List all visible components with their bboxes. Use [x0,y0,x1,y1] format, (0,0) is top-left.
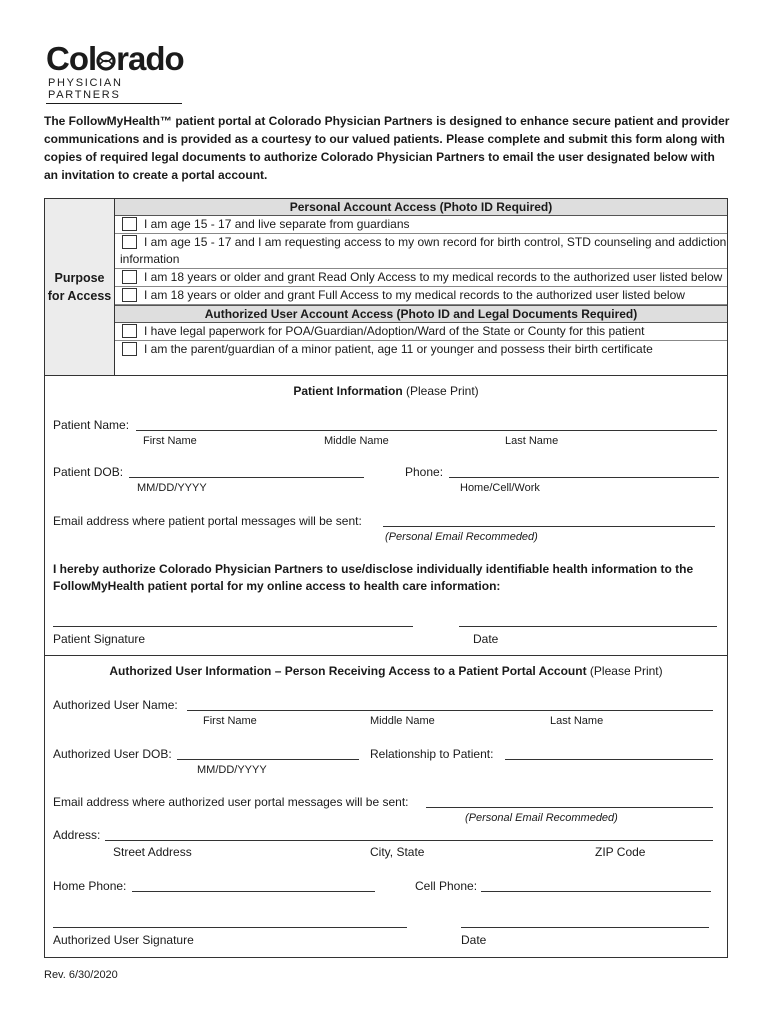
zip-code-hint: ZIP Code [595,845,646,859]
phone-label: Phone: [405,465,444,479]
patient-name-field[interactable] [136,430,717,431]
authorized-signature-field[interactable] [53,927,407,928]
access-options [115,199,727,358]
middle-name-hint: Middle Name [324,435,389,447]
intro-paragraph: The FollowMyHealth™ patient portal at Colorado Physician Partners is designed to enhance secure patient and provider communications and is provided as a courtesy to our valued patients. Please complete and submit this form along with copies of required legal documents to authorize Colorado Physician Partners to email the user designated below with an invitation to create a portal account. [44,114,730,182]
authorized-email-field[interactable] [426,807,713,808]
option-legal-paperwork[interactable]: I have legal paperwork for POA/Guardian/Adoption/Ward of the State or County for this patient [115,323,727,341]
home-phone-label: Home Phone: [53,879,127,893]
home-phone-field[interactable] [132,891,375,892]
logo-knot-icon [96,43,116,65]
patient-date-field[interactable] [459,626,717,627]
patient-name-label: Patient Name: [53,418,130,432]
authorized-signature-label: Authorized User Signature [53,933,194,947]
patient-signature-field[interactable] [53,626,413,627]
revision-date: Rev. 6/30/2020 [44,969,118,981]
authorized-email-label: Email address where authorized user portal messages will be sent: [53,795,409,809]
option-18-read-only[interactable]: I am 18 years or older and grant Read Only Access to my medical records to the authorized user listed below [115,269,727,287]
checkbox[interactable] [122,217,137,231]
relationship-label: Relationship to Patient: [370,747,494,761]
checkbox[interactable] [122,342,137,356]
option-age-15-17-own-record[interactable]: I am age 15 - 17 and I am requesting access to my own record for birth control, STD counseling and addiction information [115,234,727,269]
patient-dob-label: Patient DOB: [53,465,124,479]
phone-type-hint: Home/Cell/Work [460,482,540,494]
authorized-name-field[interactable] [187,710,713,711]
portal-access-form [44,198,728,958]
relationship-field[interactable] [505,759,713,760]
checkbox[interactable] [122,270,137,284]
checkbox[interactable] [122,288,137,302]
patient-phone-field[interactable] [449,477,719,478]
authorized-user-title: Authorized User Information – Person Receiving Access to a Patient Portal Account (Please Print) [109,664,663,678]
authorized-date-label: Date [461,933,487,947]
last-name-hint: Last Name [505,435,559,447]
checkbox[interactable] [122,324,137,338]
authorized-date-field[interactable] [461,927,709,928]
colorado-physician-partners-logo [46,42,184,104]
street-address-hint: Street Address [113,845,192,859]
cell-phone-label: Cell Phone: [415,879,478,893]
logo-wordmark: Col rado [46,40,184,77]
authorization-statement: I hereby authorize Colorado Physician Partners to use/disclose individually identifiable health information to the FollowMyHealth patient portal for my online access to health care information: [53,562,694,593]
option-parent-guardian-minor[interactable]: I am the parent/guardian of a minor patient, age 11 or younger and possess their birth certificate [115,341,727,358]
option-18-full-access[interactable]: I am 18 years or older and grant Full Access to my medical records to the authorized user listed below [115,287,727,305]
access-section [45,199,727,376]
authorized-email-hint: (Personal Email Recommeded) [465,812,618,824]
last-name-hint: Last Name [550,715,604,727]
patient-info-title: Patient Information (Please Print) [293,384,479,398]
address-label: Address: [53,828,101,842]
authorized-name-label: Authorized User Name: [53,698,178,712]
patient-signature-label: Patient Signature [53,632,146,646]
patient-date-label: Date [473,632,499,646]
patient-email-hint: (Personal Email Recommeded) [385,531,538,543]
checkbox[interactable] [122,235,137,249]
middle-name-hint: Middle Name [370,715,435,727]
authorized-access-header: Authorized User Account Access (Photo ID and Legal Documents Required) [115,305,727,323]
city-state-hint: City, State [370,845,425,859]
patient-email-label: Email address where patient portal messages will be sent: [53,514,362,528]
address-field[interactable] [105,840,713,841]
personal-access-header: Personal Account Access (Photo ID Required) [115,199,727,216]
first-name-hint: First Name [143,435,197,447]
logo-subtitle: PHYSICIAN PARTNERS [46,77,182,104]
dob-format-hint: MM/DD/YYYY [137,482,207,494]
authorized-dob-field[interactable] [177,759,359,760]
option-age-15-17-separate[interactable]: I am age 15 - 17 and live separate from guardians [115,216,727,234]
authorized-dob-label: Authorized User DOB: [53,747,172,761]
dob-format-hint: MM/DD/YYYY [197,764,267,776]
purpose-for-access-label: Purpose for Access [45,199,115,375]
first-name-hint: First Name [203,715,257,727]
cell-phone-field[interactable] [481,891,711,892]
patient-email-field[interactable] [383,526,715,527]
section-divider [45,655,727,656]
patient-dob-field[interactable] [129,477,364,478]
